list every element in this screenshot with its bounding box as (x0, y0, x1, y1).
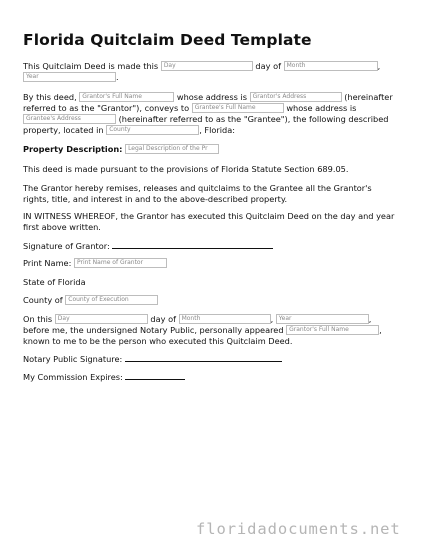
print-name-field[interactable]: Print Name of Grantor (74, 258, 167, 268)
commission-expires-blank[interactable] (125, 371, 185, 380)
county-field[interactable]: County (106, 125, 199, 135)
notary-text-4: before me, the undersigned Notary Public, personally appeared (23, 325, 284, 335)
notary-signature-blank[interactable] (125, 353, 282, 362)
notary-text-3b: , (368, 314, 372, 324)
parties-line-2 (23, 103, 356, 114)
intro-text-3: , (377, 61, 381, 71)
notary-text-3: , (270, 314, 274, 324)
parties-text-4: referred to as the "Grantor"), conveys to (23, 103, 190, 113)
grantor-address-field[interactable]: Grantor's Address (250, 92, 342, 102)
county-label: County of (23, 295, 63, 305)
remise-line-2: rights, title, and interest in and to the above-described property. (23, 194, 288, 204)
parties-line-1 (23, 92, 393, 103)
notary-text-1: On this (23, 314, 53, 324)
notary-signature-label: Notary Public Signature: (23, 354, 123, 364)
print-name-line (23, 258, 167, 269)
intro-paragraph-line2 (23, 72, 119, 83)
property-description-label: Property Description: (23, 144, 123, 154)
grantor-signature-blank[interactable] (112, 240, 273, 249)
notary-ack-line-1 (23, 314, 371, 325)
day-field[interactable]: Day (161, 61, 253, 71)
grantee-address-field[interactable]: Grantee's Address (23, 114, 116, 124)
state-text: State of Florida (23, 277, 86, 287)
witness-line-1: IN WITNESS WHEREOF, the Grantor has executed this Quitclaim Deed on the day and year (23, 211, 395, 221)
property-description-line (23, 144, 219, 155)
parties-text-7: property, located in (23, 125, 104, 135)
notary-year-field[interactable]: Year (276, 314, 369, 324)
commission-line (23, 371, 185, 383)
notary-ack-line-3: known to me to be the person who executed this Quitclaim Deed. (23, 336, 293, 346)
document-title: Florida Quitclaim Deed Template (23, 31, 312, 49)
grantor-signature-line (23, 240, 273, 252)
notary-text-5: , (379, 325, 382, 335)
intro-paragraph (23, 61, 380, 72)
witness-line-2: first above written. (23, 222, 101, 232)
parties-text-8: , Florida: (199, 125, 235, 135)
parties-text-2: whose address is (176, 92, 248, 102)
county-execution-line (23, 295, 158, 306)
statute-paragraph: This deed is made pursuant to the provisions of Florida Statute Section 689.05. (23, 164, 349, 174)
parties-line-4 (23, 125, 235, 136)
notary-month-field[interactable]: Month (179, 314, 271, 324)
footer-watermark: floridadocuments.net (196, 520, 401, 538)
intro-text-4: . (116, 72, 119, 82)
notary-day-field[interactable]: Day (55, 314, 148, 324)
parties-text-5: whose address is (286, 103, 357, 113)
parties-line-3 (23, 114, 388, 125)
county-execution-field[interactable]: County of Execution (65, 295, 158, 305)
parties-text-3: (hereinafter (344, 92, 393, 102)
grantor-name-field[interactable]: Grantor's Full Name (79, 92, 174, 102)
intro-text-2: day of (255, 61, 281, 71)
signature-label: Signature of Grantor: (23, 241, 110, 251)
remise-line-1: The Grantor hereby remises, releases and quitclaims to the Grantee all the Grantor's (23, 183, 372, 193)
year-field[interactable]: Year (23, 72, 116, 82)
notary-signature-line (23, 353, 282, 365)
month-field[interactable]: Month (284, 61, 378, 71)
grantee-name-field[interactable]: Grantee's Full Name (192, 103, 284, 113)
intro-text-1: This Quitclaim Deed is made this (23, 61, 159, 71)
notary-text-2: day of (150, 314, 176, 324)
notary-ack-line-2 (23, 325, 382, 336)
commission-label: My Commission Expires: (23, 372, 123, 382)
property-description-field[interactable]: Legal Description of the Pr (125, 144, 219, 154)
parties-text-6: (hereinafter referred to as the "Grantee"), the following described (118, 114, 389, 124)
print-name-label: Print Name: (23, 258, 72, 268)
parties-text-1: By this deed, (23, 92, 77, 102)
notary-grantor-name-field[interactable]: Grantor's Full Name (286, 325, 379, 335)
